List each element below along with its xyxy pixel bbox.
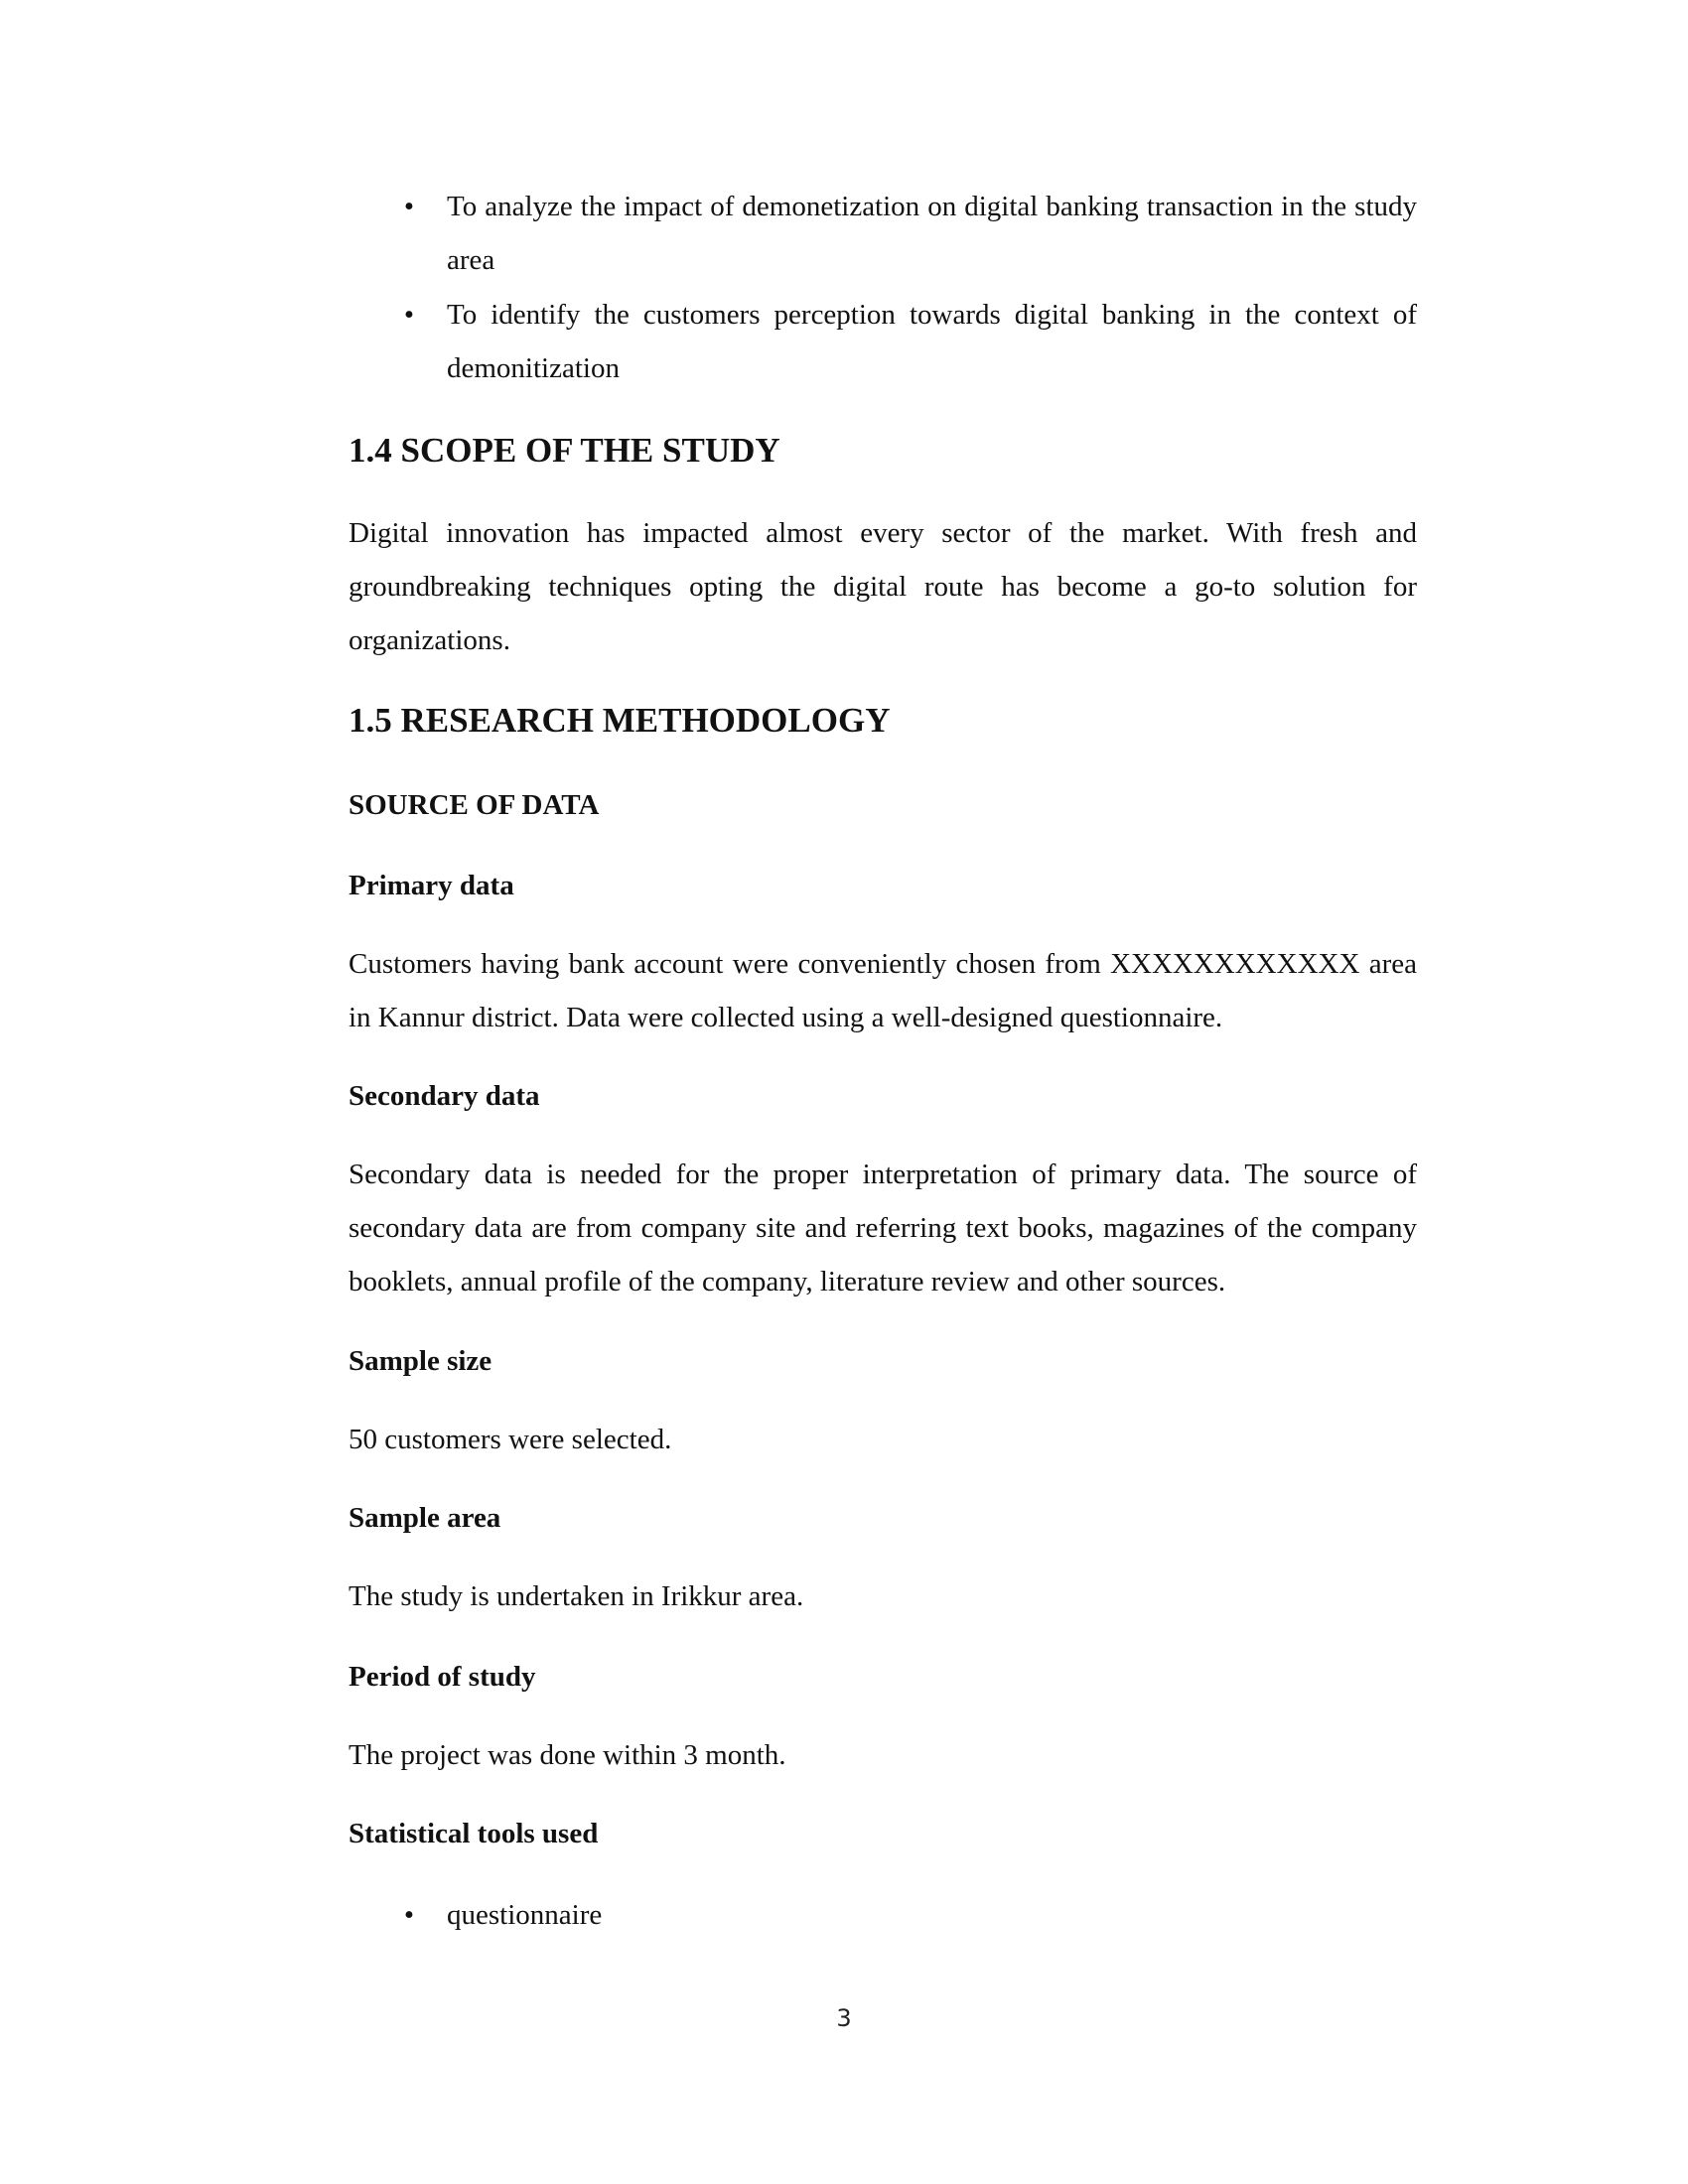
subheading-sample-area: Sample area xyxy=(349,1502,501,1534)
bullet-icon: • xyxy=(403,299,415,331)
page-number: 3 xyxy=(836,2004,852,2032)
subheading-source-of-data: SOURCE OF DATA xyxy=(349,789,600,821)
bullet-icon: • xyxy=(403,191,415,222)
section-heading-scope: 1.4 SCOPE OF THE STUDY xyxy=(349,431,780,470)
objective-bullet-item xyxy=(349,180,1417,287)
sample-area-text: The study is undertaken in Irikkur area. xyxy=(349,1580,804,1612)
tools-bullet-item xyxy=(349,1888,1417,1942)
scope-paragraph: Digital innovation has impacted almost every sector of the market. With fresh and groundbreaking techniques opting the digital route has become a go-to solution for organizations. xyxy=(349,517,1417,656)
section-heading-methodology: 1.5 RESEARCH METHODOLOGY xyxy=(349,701,891,740)
objective-text: To identify the customers perception towards digital banking in the context of demonitization xyxy=(447,299,1417,384)
period-of-study-text: The project was done within 3 month. xyxy=(349,1739,786,1771)
subheading-secondary-data: Secondary data xyxy=(349,1080,540,1112)
primary-data-paragraph: Customers having bank account were conveniently chosen from XXXXXXXXXXXX area in Kannur district. Data were collected using a well-designed questionnaire. xyxy=(349,948,1417,1033)
tool-text: questionnaire xyxy=(447,1899,603,1931)
subheading-sample-size: Sample size xyxy=(349,1345,492,1377)
sample-size-text: 50 customers were selected. xyxy=(349,1424,672,1455)
objective-bullet-item xyxy=(349,288,1417,395)
subheading-period-of-study: Period of study xyxy=(349,1661,536,1693)
subheading-primary-data: Primary data xyxy=(349,870,514,901)
objective-text: To analyze the impact of demonetization on digital banking transaction in the study area xyxy=(447,191,1417,276)
secondary-data-paragraph: Secondary data is needed for the proper interpretation of primary data. The source of secondary data are from company site and referring text books, magazines of the company booklets, annual profile of the company, literature review and other sources. xyxy=(349,1159,1417,1297)
bullet-icon: • xyxy=(403,1899,415,1931)
subheading-statistical-tools: Statistical tools used xyxy=(349,1818,599,1849)
